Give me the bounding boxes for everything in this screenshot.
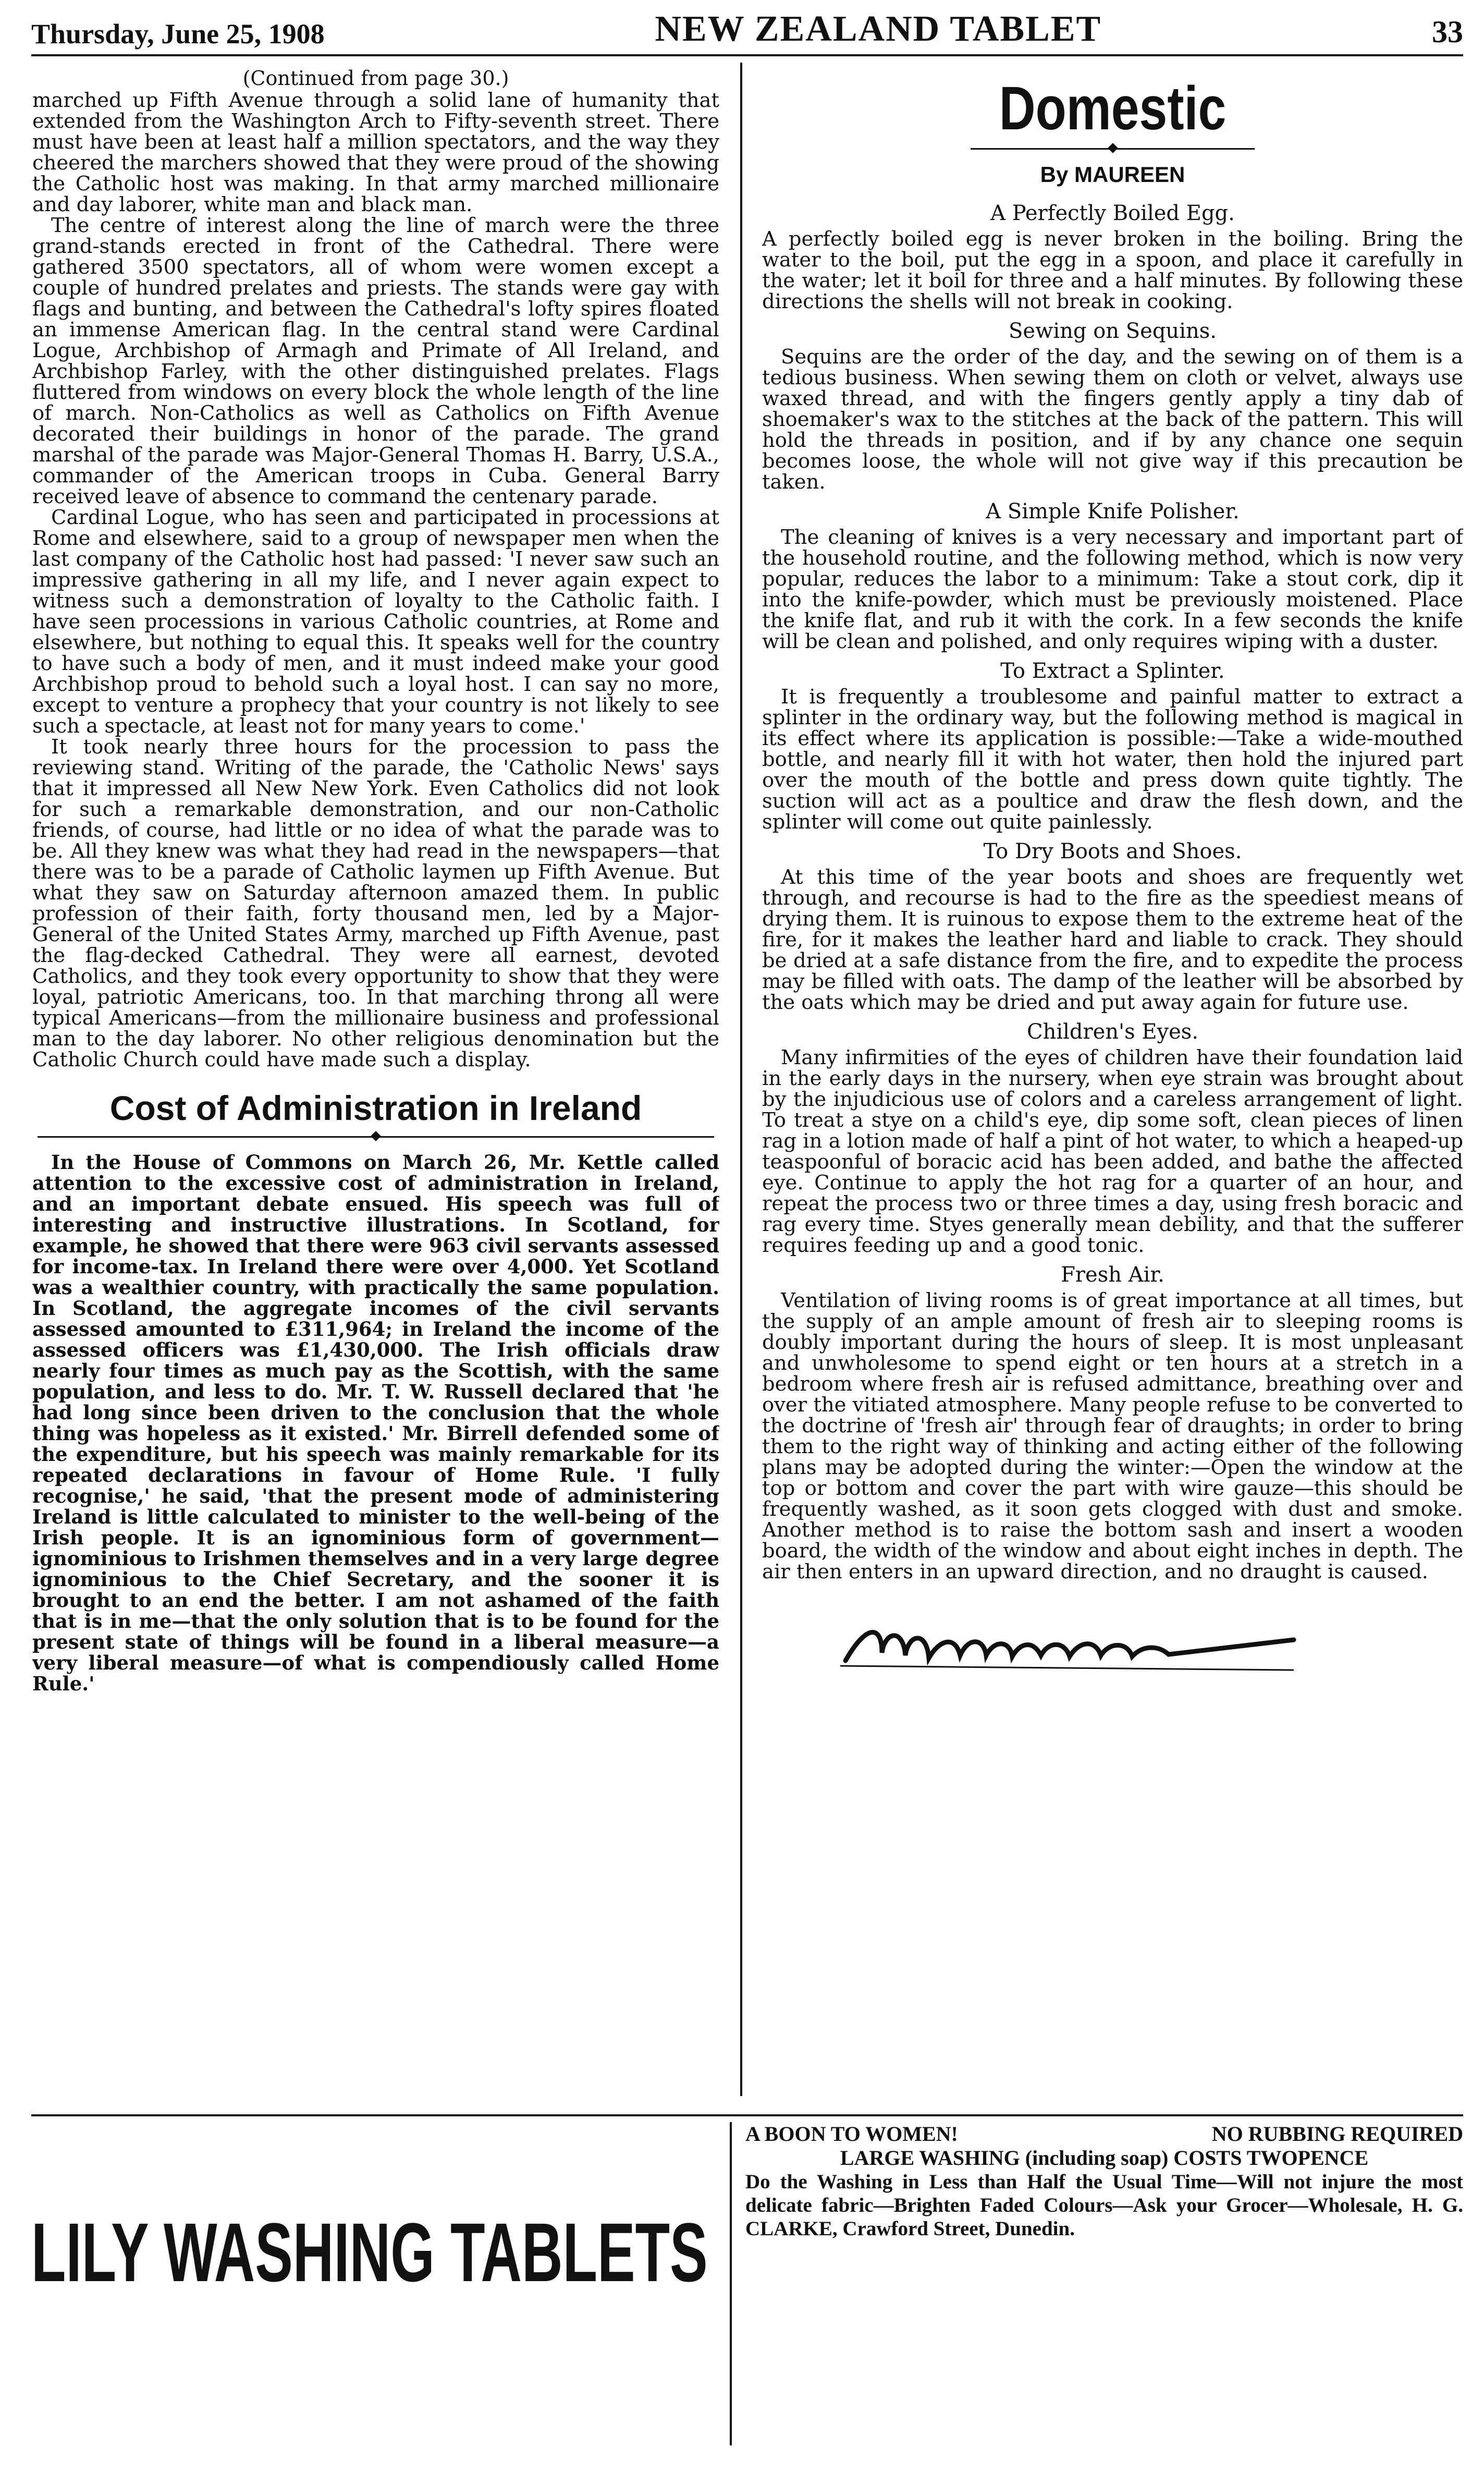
domestic-title: Domestic (999, 74, 1227, 143)
column-divider (740, 63, 742, 2096)
diamond-ornament-icon (1108, 143, 1118, 153)
maureen-signature (835, 1603, 1304, 1682)
section-heading: A Perfectly Boiled Egg. (990, 201, 1235, 225)
section-heading: A Simple Knife Polisher. (986, 500, 1240, 523)
advert-tagline-row (745, 2122, 1463, 2146)
advert-divider (31, 2114, 1463, 2116)
left-column (32, 65, 719, 2099)
section-divider (38, 1131, 714, 1142)
advert-body: Do the Washing in Less than Half the Usual Time—Will not injure the most delicate fabric—Brighten Faded Colours—Ask your Grocer—Wholesale, H. G. CLARKE, Crawford Street, Dunedin. (745, 2171, 1463, 2240)
issue-date: Thursday, June 25, 1908 (31, 18, 325, 50)
advertisement (31, 2122, 1463, 2456)
section-heading: To Dry Boots and Shoes. (983, 839, 1242, 863)
right-column (762, 65, 1463, 2099)
section-text: Many infirmities of the eyes of children have their foundation laid in the early days in the nursery, when eye strain was brought about by the injudicious use of colors and a careless arrangement of light. To treat a stye on a child's eye, dip some soft, clean pieces of linen rag in a lotion made of half a pint of hot water, to which a heaped-up teaspoonful of boracic acid has been added, and bathe the affected eye. Continue to apply the hot rag for a quarter of an hour, and repeat the process two or three times a day, using fresh boracic and rag every time. Styes generally mean debility, and that the sufferer requires feeding up and a good tonic. (762, 1046, 1463, 1257)
recipe-section (762, 840, 1463, 1013)
diamond-ornament-icon (371, 1131, 381, 1141)
article-paragraph: Cardinal Logue, who has seen and participated in processions at Rome and elsewhere, said to a group of newspaper men when the last company of the Catholic host had passed: 'I never saw such an impressive gathering in all my life, and I never again expect to witness such a demonstration of loyalty to the Catholic faith. I have seen processions in various Catholic countries, at Rome and elsewhere, but nothing to equal this. It speaks well for the country to have such a body of men, and it must indeed make your good Archbishop proud to behold such a loyal host. I can say no more, except to venture a prophecy that your country is not likely to see such a spectacle, at least not for many years to come.' (32, 506, 719, 738)
section-heading: Sewing on Sequins. (1009, 319, 1217, 343)
article-paragraph: The centre of interest along the line of march were the three grand-stands erected in front of the Cathedral. There were gathered 3500 spectators, all of whom were women except a couple of hundred prelates and priests. The stands were gay with flags and bunting, and between the Cathedral's lofty spires floated an immense American flag. In the central stand were Cardinal Logue, Archbishop of Armagh and Primate of All Ireland, and Archbishop Farley, with the other distinguished prelates. Flags fluttered from windows on every block the whole length of the line of march. Non-Catholics as well as Catholics on Fifth Avenue decorated their buildings in honor of the parade. The grand marshal of the parade was Major-General Thomas H. Barry, U.S.A., commander of the American troops in Cuba. General Barry received leave of absence to command the centenary parade. (32, 214, 719, 508)
article-paragraph: marched up Fifth Avenue through a solid lane of humanity that extended from the Washington Arch to Fifty-seventh street. There must have been at least half a million spectators, and the way they cheered the marchers showed that they were proud of the showing the Catholic host was making. In that army marched millionaire and day laborer, white man and black man. (32, 89, 719, 216)
advert-copy (745, 2122, 1463, 2240)
continued-note: (Continued from page 30.) (242, 67, 509, 90)
byline: By MAUREEN (1040, 162, 1185, 187)
section-title: Cost of Administration in Ireland (109, 1089, 642, 1127)
section-heading: Children's Eyes. (1026, 1020, 1199, 1044)
article-paragraph: It took nearly three hours for the procession to pass the reviewing stand. Writing of the parade, the 'Catholic News' says that it impressed all New New York. Even Catholics did not look for such a remarkable demonstration, and our non-Catholic friends, of course, had little or no idea of what the parade was to be. All they knew was what they had read in the newspapers—that there was to be a parade of Catholic laymen up Fifth Avenue. But what they saw on Saturday afternoon amazed them. In public profession of their faith, forty thousand men, led by a Major-General of the United States Army, marched up Fifth Avenue, past the flag-decked Cathedral. They were all earnest, devoted Catholics, and they took every opportunity to show that they were loyal, patriotic Americans, too. In that marching throng all were typical Americans—from the millionaire business and professional man to the day laborer. No other religious denomination but the Catholic Church could have made such a display. (32, 735, 719, 1071)
section-text: It is frequently a troublesome and painful matter to extract a splinter in the ordinary way, but the following method is magical in its effect where its application is possible:—Take a wide-mouthed bottle, and nearly fill it with hot water, then hold the injured part over the mouth of the bottle and press down quite tightly. The suction will act as a poultice and draw the flesh down, and the splinter will come out quite painlessly. (762, 685, 1463, 834)
recipe-section (762, 660, 1463, 833)
page-number: 33 (1431, 15, 1463, 49)
advert-tagline-left: A BOON TO WOMEN! (745, 2122, 958, 2146)
section-text: Sequins are the order of the day, and the sewing on of them is a tedious business. When sewing them on cloth or velvet, always use waxed thread, and with the fingers gently apply a tiny dab of shoemaker's wax to the stitches at the back of the pattern. This will hold the threads in position, and if by any chance one sequin becomes loose, the whole will not give way if this precaution be taken. (762, 345, 1463, 494)
title-divider (971, 142, 1255, 155)
section-text: A perfectly boiled egg is never broken in the boiling. Bring the water to the boil, put the egg in a spoon, and place it carefully in the water; let it boil for three and a half minutes. By following these directions the shells will not break in cooking. (762, 227, 1463, 313)
section-text: At this time of the year boots and shoes are frequently wet through, and recourse is had to the fire as the speediest means of drying them. It is ruinous to expose them to the extreme heat of the fire, for it makes the leather hard and liable to crack. They should be dried at a safe distance from the fire, and to expedite the process may be filled with oats. The damp of the leather will be absorbed by the oats which may be dried and put away again for future use. (762, 866, 1463, 1014)
section-body: In the House of Commons on March 26, Mr. Kettle called attention to the excessive cost of administration in Ireland, and an important debate ensued. His speech was full of interesting and instructive illustrations. In Scotland, for example, he showed that there were 963 civil servants assessed for income-tax. In Ireland there were over 4,000. Yet Scotland was a wealthier country, with practically the same population. In Scotland, the aggregate incomes of the civil servants assessed amounted to £311,964; in Ireland the income of the assessed officers was £1,430,000. The Irish officials draw nearly four times as much pay as the Scottish, with the same population, and less to do. Mr. T. W. Russell declared that 'he had long since been driven to the conclusion that the whole thing was hopeless as it existed.' Mr. Birrell defended some of the expenditure, but his speech was mainly remarkable for its repeated declarations in favour of Home Rule. 'I fully recognise,' he said, 'that the present mode of administering Ireland is little calculated to minister to the well-being of the Irish people. It is an ignominious form of government—ignominious to Irishmen themselves and in a very large degree ignominious to the Chief Secretary, and the sooner it is brought to an end the better. I am not ashamed of the faith that is in me—that the only solution that is to be found for the present state of things will be found in a liberal measure—a very liberal measure—of what is compendiously called Home Rule.' (32, 1151, 719, 1695)
advert-vertical-rule (730, 2122, 732, 2445)
advert-price-line: LARGE WASHING (including soap) COSTS TWOPENCE (840, 2146, 1369, 2170)
recipe-section (762, 500, 1463, 652)
publication-title: NEW ZEALAND TABLET (655, 9, 1102, 49)
advert-tagline-right: NO RUBBING REQUIRED (1211, 2122, 1463, 2146)
advert-product-name: LILY WASHING TABLETS (31, 2206, 708, 2299)
section-heading: Fresh Air. (1061, 1263, 1164, 1287)
recipe-section (762, 320, 1463, 493)
section-heading: To Extract a Splinter. (1000, 659, 1225, 683)
section-text: The cleaning of knives is a very necessary and important part of the household routine, and the following method, which is now very popular, reduces the labor to a minimum: Take a stout cork, dip it into the knife-powder, which must be previously moistened. Place the knife flat, and rub it with the cork. In a few seconds the knife will be clean and polished, and only requires wiping with a duster. (762, 526, 1463, 653)
section-text: Ventilation of living rooms is of great importance at all times, but the supply of an ample amount of fresh air to sleeping rooms is doubly important during the hours of sleep. It is most unpleasant and unwholesome to spend eight or ten hours at a stretch in a bedroom where fresh air is refused admittance, breathing over and over the vitiated atmosphere. Many people refuse to be converted to the doctrine of 'fresh air' through fear of draughts; in order to bring them to the right way of thinking and acting either of the following plans may be adopted during the winter:—Open the window at the top or bottom and cover the part with wire gauze—this should be frequently washed, as it soon gets clogged with dust and smoke. Another method is to raise the bottom sash and insert a wooden board, the width of the window and about eight inches in depth. The air then enters in an upward direction, and no draught is caused. (762, 1289, 1463, 1583)
recipe-section (762, 1263, 1463, 1582)
page-header (31, 9, 1463, 56)
recipe-section (762, 1020, 1463, 1256)
recipe-section (762, 202, 1463, 312)
